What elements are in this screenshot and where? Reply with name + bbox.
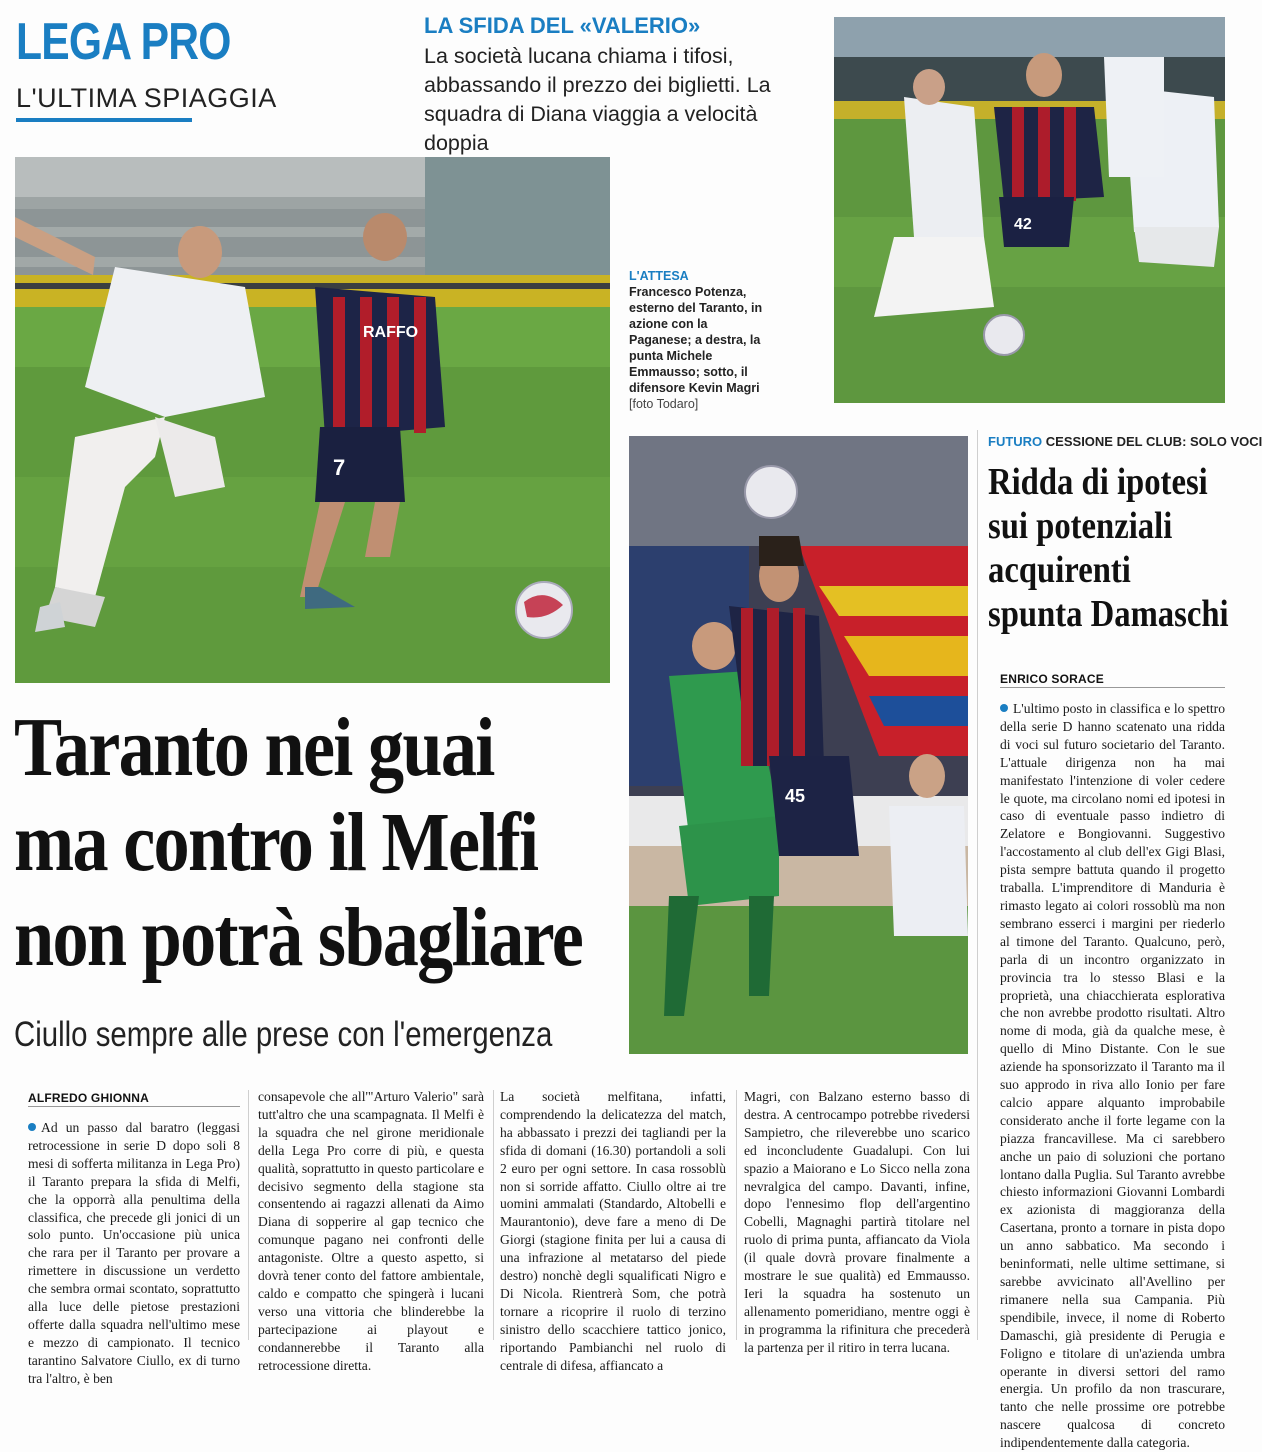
jersey-number-top: 42	[1014, 216, 1032, 233]
jersey-number-bottom: 45	[785, 786, 806, 806]
side-kicker-text: CESSIONE DEL CLUB: SOLO VOCI	[1045, 434, 1262, 449]
side-headline-line-4: spunta Damaschi	[988, 593, 1229, 635]
side-article-body	[1000, 700, 1225, 1452]
article-column-1	[28, 1119, 240, 1388]
caption-text: Francesco Potenza, esterno del Taranto, in azione con la Paganese; a destra, la punta Michele Emmausso; sotto, il difensore Kevin Magri	[629, 285, 763, 395]
side-byline-rule	[1000, 687, 1225, 688]
bullet-dot	[28, 1123, 36, 1131]
side-headline-line-1: Ridda di ipotesi	[988, 461, 1208, 503]
headline-line-3: non potrà sbagliare	[14, 891, 583, 984]
caption-credit: [foto Todaro]	[629, 397, 699, 411]
top-right-photo	[834, 17, 1225, 403]
column-divider	[493, 1090, 494, 1340]
section-title: LEGA PRO	[16, 13, 231, 71]
sfida-kicker: LA SFIDA DEL «VALERIO»	[424, 13, 701, 38]
article-column-4: Magri, con Balzano esterno basso di destra. A centrocampo potrebbe rivedersi Sampietro, che rileverebbe uno scarico ed inconcludente Guadalupi. Con lui spazio a Maiorano e Lo Sicco nella zona nevralgica del campo. Davanti, infine, dopo l'ennesimo flop dell'argentino Cobelli, Magnaghi partirà titolare nel ruolo di prima punta, affiancato da Viola (il quale dovrà provare finalmente a mostrare le sue qualità) ed Emmausso. Ieri la squadra ha sostenuto un allenamento pomeridiano, mentre oggi è in programma la rifinitura che precederà la partenza per il ritiro in terra lucana.	[744, 1089, 970, 1355]
ball-main	[516, 582, 572, 638]
main-byline: ALFREDO GHIONNA	[28, 1091, 149, 1105]
jersey-sponsor-main: RAFFO	[363, 324, 419, 341]
subhead: Ciullo sempre alle prese con l'emergenza	[14, 1015, 553, 1054]
column-1-text: Ad un passo dal baratro (leggasi retrocessione in serie D dopo soli 8 mesi di sofferta militanza in Lega Pro) il Taranto prepara la sfida di Melfi, che la opporrà alla penultima della classifica, che precede gli jonici di un solo punto. Un'occasione più unica che rara per il Taranto per provare a rimettere in discussione un verdetto che sembra ormai scontato, soprattutto alla luce delle pietose prestazioni offerte dalla squadra nell'ultimo mese e mezzo di campionato. Il tecnico tarantino Salvatore Ciullo, ex di turno tra l'altro, è ben	[28, 1120, 240, 1386]
sfida-text: La società lucana chiama i tifosi, abbassando il prezzo dei biglietti. La squadra di Diana viaggia a velocità doppia	[424, 44, 771, 155]
headline-line-1: Taranto nei guai	[14, 701, 494, 794]
section-rule	[16, 118, 192, 122]
column-divider	[977, 430, 978, 1340]
bottom-photo	[629, 436, 968, 1054]
photo-caption	[629, 268, 769, 412]
section-subtitle: L'ULTIMA SPIAGGIA	[16, 83, 277, 113]
column-divider	[736, 1090, 737, 1340]
main-photo	[15, 157, 610, 683]
article-column-2: consapevole che all'"Arturo Valerio" sarà tutt'altro che una scampagnata. Il Melfi è la squadra che nel girone meridionale della Lega Pro corre di più, e questa qualità, soprattutto in questo particolare e decisivo segmento della stagione sta consentendo ai ragazzi allenati da Aimo Diana di sopperire al gap tecnico che comunque pagano nei confronti delle antagoniste. Oltre a questo aspetto, si dovrà tener conto del fattore ambientale, caldo e compatto che spingerà i lucani verso una vittoria che blinderebbe la partecipazione ai playout e condannerebbe il Taranto alla retrocessione diretta.	[258, 1089, 484, 1373]
bullet-dot	[1000, 704, 1008, 712]
side-byline: ENRICO SORACE	[1000, 672, 1104, 686]
caption-kicker: L'ATTESA	[629, 269, 689, 283]
side-headline	[988, 460, 1229, 636]
jersey-number-main: 7	[333, 455, 346, 480]
byline-rule	[28, 1106, 240, 1107]
main-headline	[14, 700, 583, 985]
side-headline-line-2: sui potenziali	[988, 505, 1173, 547]
article-column-3: La società melfitana, infatti, comprendendo la delicatezza del match, ha abbassato i prezzi dei tagliandi per la sfida di domani (16.30) portandoli a soli 2 euro per ogni settore. In casa rossoblù non si sorride affatto. Ciullo oltre ai tre uomini ammalati (Standardo, Altobelli e Maurantonio), deve fare a meno di De Giorgi (stagione finita per lui a causa di una infrazione al metatarso del piede destro) nonchè degli squalificati Nigro e Di Nicola. Rientrerà Som, che potrà tornare a ricoprire il ruolo di terzino sinistro dello scacchiere tattico jonico, riportando Pambianchi nel ruolo di centrale di difesa, affiancato a	[500, 1089, 726, 1373]
side-headline-line-3: acquirenti	[988, 549, 1131, 591]
side-article-text: L'ultimo posto in classifica e lo spettro della serie D hanno scatenato una ridda di voci sul futuro societario del Taranto. L'attuale dirigenza non ha mai manifestato l'intenzione di voler cedere le quote, ma circolano nomi ed ipotesi in caso di eventuale passo indietro di Zelatore e Bongiovanni. Suggestivo l'accostamento al club dell'ex Gigi Blasi, pista sempre battuta quando il progetto traballa. L'imprenditore di Manduria è rimasto legato ai colori rossoblù ma non sembrano esserci i margini per riederlo al timone del Taranto. Qualcuno, però, parla di un incontro organizzato in provincia tra lo stesso Blasi e la proprietà, una chiacchierata esplorativa che non avrebbe prodotto risultati. Altro nome di moda, già da qualche mese, è quello di Mino Distante. Con le sue aziende ha sponsorizzato il Taranto ma il suo approdo in riva allo Ionio per fare calcio appare alquanto improbabile considerato anche il forte legame con la piazza francavillese. Ma ci sarebbero anche un paio di soluzioni che portano lontano dalla Puglia. Sul Taranto avrebbe chiesto informazioni Giovanni Lombardi ex azionista di maggioranza della Casertana, pronto a tornare in pista dopo un anno sabbatico. Ma secondo i beninformati, nelle ultime settimane, si sarebbe avvicinato all'Avellino per rimanere nella sua Campania. Più spendibile, invece, il nome di Roberto Damaschi, già presidente di Perugia e Foligno e titolare di un'azienda umbra operante in diversi settori del ramo energia. Un profilo da non trascurare, tanto che nelle prossime ore potrebbe nascere qualcosa di concreto indipendentemente dalla categoria.	[1000, 701, 1225, 1451]
side-kicker	[988, 434, 1262, 449]
side-kicker-label: FUTURO	[988, 434, 1043, 449]
column-divider	[248, 1090, 249, 1340]
headline-line-2: ma contro il Melfi	[14, 796, 538, 889]
